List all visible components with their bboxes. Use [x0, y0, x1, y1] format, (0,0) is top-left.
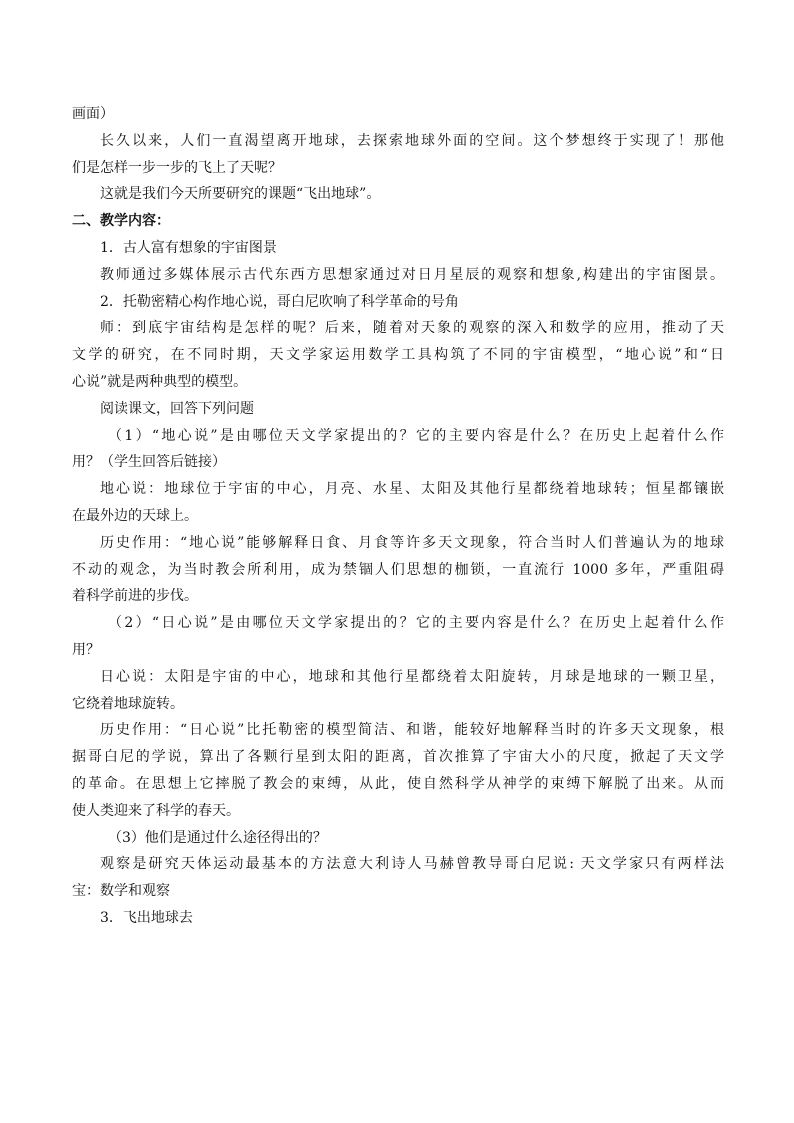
text-line: 它绕着地球旋转。 [72, 695, 184, 712]
text-line: 2．托勒密精心构作地心说，哥白尼吹响了科学革命的号角 [100, 293, 459, 310]
text-line: 文学的研究，在不同时期，天文学家运用数学工具构筑了不同的宇宙模型，“地心说”和“日 [72, 347, 724, 364]
text-line: 阅读课文，回答下列问题 [100, 400, 254, 417]
text-line: 师：到底宇宙结构是怎样的呢？后来，随着对天象的观察的深入和数学的应用，推动了天 [100, 320, 724, 337]
text-line: 在最外边的天球上。 [72, 507, 198, 524]
text-line: 着科学前进的步伐。 [72, 588, 198, 605]
text-line: 心说”就是两种典型的模型。 [72, 373, 248, 390]
text-line: （1）“地心说”是由哪位天文学家提出的？它的主要内容是什么？在历史上起着什么作 [108, 427, 724, 444]
text-line: 地心说：地球位于宇宙的中心，月亮、水星、太阳及其他行星都绕着地球转；恒星都镶嵌 [100, 481, 724, 498]
text-line: 用？（学生回答后链接） [72, 454, 226, 471]
text-line: 据哥白尼的学说，算出了各颗行星到太阳的距离，首次推算了宇宙大小的尺度，掀起了天文学 [72, 749, 724, 766]
text-line: 长久以来，人们一直渴望离开地球，去探索地球外面的空间。这个梦想终于实现了！那他 [100, 132, 724, 149]
text-line: 日心说：太阳是宇宙的中心，地球和其他行星都绕着太阳旋转，月球是地球的一颗卫星， [100, 668, 724, 685]
text-line: 不动的观念，为当时教会所利用，成为禁锢人们思想的枷锁，一直流行 1000 多年，严重阻碍 [72, 561, 724, 578]
text-line: 3．飞出地球去 [100, 909, 193, 926]
text-line: （2）“日心说”是由哪位天文学家提出的？它的主要内容是什么？在历史上起着什么作 [108, 615, 724, 632]
text-line: 们是怎样一步一步的飞上了天呢？ [72, 159, 282, 176]
text-line: 使人类迎来了科学的春天。 [72, 802, 240, 819]
section-heading: 二、教学内容： [72, 213, 170, 230]
text-line: 历史作用：“地心说”能够解释日食、月食等许多天文现象，符合当时人们普遍认为的地球 [100, 534, 724, 551]
text-line: 历史作用：“日心说”比托勒密的模型简洁、和谐，能较好地解释当时的许多天文现象，根 [100, 722, 724, 739]
text-line: 1．古人富有想象的宇宙图景 [100, 239, 277, 256]
text-line: 这就是我们今天所要研究的课题“飞出地球”。 [100, 186, 381, 203]
text-line: 画面） [72, 106, 114, 122]
text-line: 用？ [72, 641, 100, 658]
document-body [72, 101, 724, 932]
text-line: 教师通过多媒体展示古代东西方思想家通过对日月星辰的观察和想象,构建出的宇宙图景。 [100, 266, 724, 283]
text-line: 的革命。在思想上它摔脱了教会的束缚，从此，使自然科学从神学的束缚下解脱了出来。从而 [72, 775, 724, 792]
text-line: 观察是研究天体运动最基本的方法意大利诗人马赫曾教导哥白尼说: 天文学家只有两样法 [100, 856, 724, 873]
text-line: 宝：数学和观察 [72, 883, 170, 900]
text-line: （3）他们是通过什么途径得出的？ [108, 829, 327, 846]
